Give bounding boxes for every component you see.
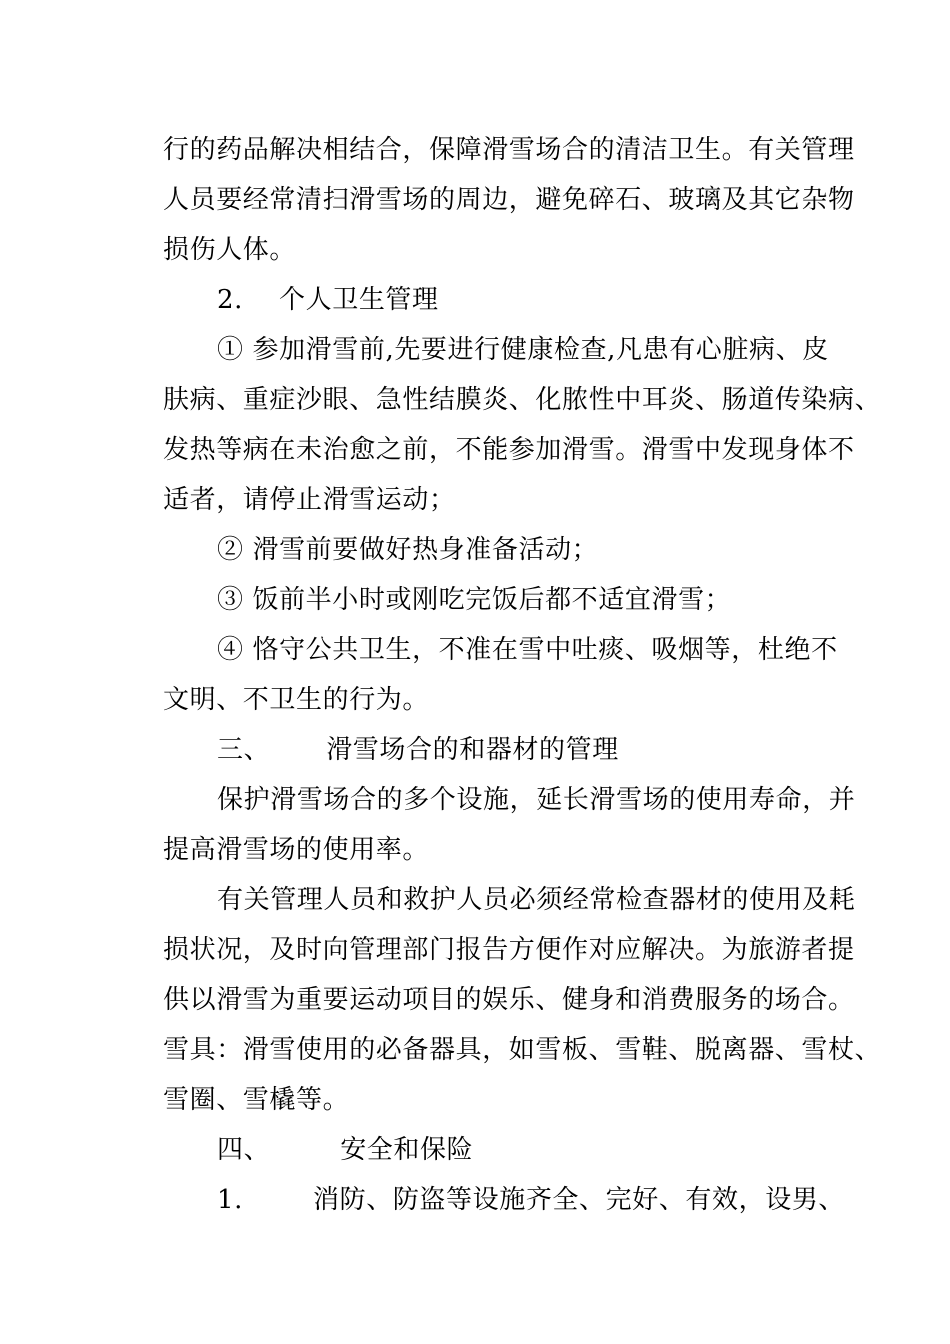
- paragraph-line: 肤病、重症沙眼、急性结膜炎、化脓性中耳炎、肠道传染病、: [163, 385, 882, 415]
- section-heading: [217, 734, 619, 766]
- paragraph-line: 适者，请停止滑雪运动；: [163, 485, 456, 515]
- section-number: 四、: [217, 1135, 271, 1165]
- paragraph-line: 行的药品解决相结合，保障滑雪场合的清洁卫生。有关管理: [163, 135, 855, 165]
- section-title: 个人卫生管理: [279, 285, 439, 315]
- paragraph-line: ③ 饭前半小时或刚吃完饭后都不适宜滑雪；: [217, 585, 732, 615]
- paragraph-line: 提高滑雪场的使用率。: [163, 835, 430, 865]
- paragraph-line: 保护滑雪场合的多个设施，延长滑雪场的使用寿命，并: [217, 785, 856, 815]
- section-number: 2.: [217, 285, 244, 315]
- section-number: 三、: [217, 735, 271, 765]
- paragraph-line: 供以滑雪为重要运动项目的娱乐、健身和消费服务的场合。: [163, 985, 855, 1015]
- paragraph-line: ② 滑雪前要做好热身准备活动；: [217, 535, 599, 565]
- paragraph-line: 有关管理人员和救护人员必须经常检查器材的使用及耗: [217, 885, 856, 915]
- paragraph-line: 损伤人体。: [163, 235, 297, 265]
- section-heading: [217, 284, 439, 316]
- section-title: 滑雪场合的和器材的管理: [326, 735, 619, 765]
- paragraph-line: 人员要经常清扫滑雪场的周边，避免碎石、玻璃及其它杂物: [163, 185, 855, 215]
- paragraph-line: 发热等病在未治愈之前，不能参加滑雪。滑雪中发现身体不: [163, 435, 855, 465]
- paragraph-line: 雪具：滑雪使用的必备器具，如雪板、雪鞋、脱离器、雪杖、: [163, 1035, 882, 1065]
- paragraph-line: ④ 恪守公共卫生，不准在雪中吐痰、吸烟等，杜绝不: [217, 635, 838, 665]
- paragraph-line: 雪圈、雪橇等。: [163, 1085, 350, 1115]
- paragraph-line: 损状况，及时向管理部门报告方便作对应解决。为旅游者提: [163, 935, 855, 965]
- section-title: 安全和保险: [340, 1135, 474, 1165]
- paragraph-line: 文明、不卫生的行为。: [163, 685, 430, 715]
- item-text: 消防、防盗等设施齐全、完好、有效，设男、: [313, 1185, 846, 1215]
- item-number: 1.: [217, 1185, 244, 1215]
- paragraph-line: ① 参加滑雪前,先要进行健康检查,凡患有心脏病、皮: [217, 335, 829, 365]
- list-item: [217, 1184, 845, 1216]
- section-heading: [217, 1134, 473, 1166]
